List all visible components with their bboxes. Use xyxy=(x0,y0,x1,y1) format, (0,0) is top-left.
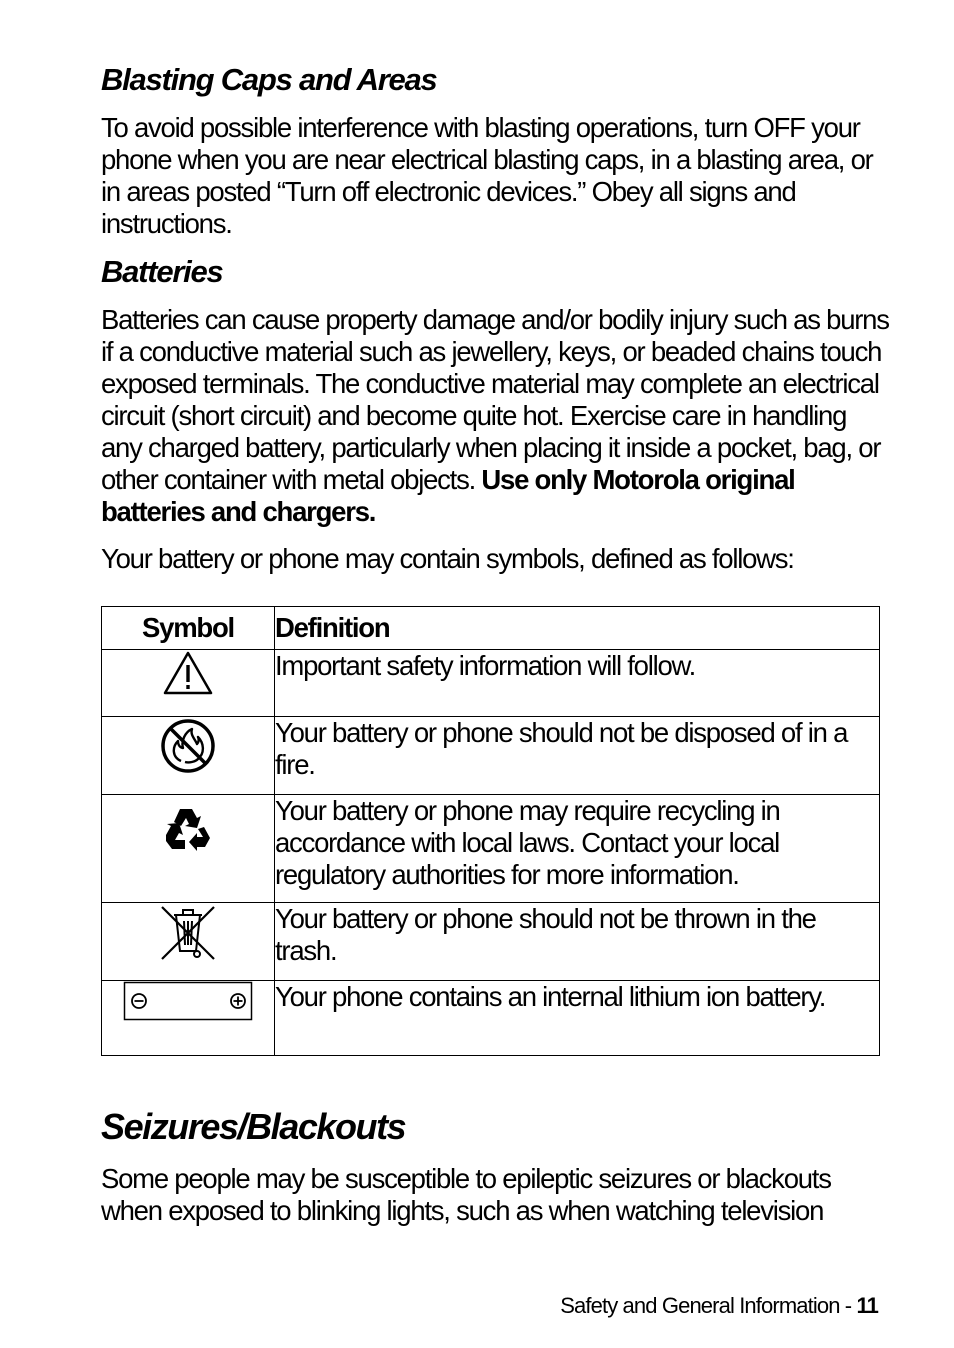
footer-separator: - xyxy=(839,1293,857,1318)
heading-batteries: Batteries xyxy=(101,254,223,289)
definition-cell: Your phone contains an internal lithium ion battery. xyxy=(275,981,880,1056)
table-row xyxy=(102,717,880,795)
warning-triangle-icon xyxy=(162,650,214,696)
header-definition: Definition xyxy=(275,607,880,650)
crossed-out-bin-icon xyxy=(157,903,219,963)
heading-blasting: Blasting Caps and Areas xyxy=(101,62,437,97)
paragraph-batteries xyxy=(101,304,891,528)
table-row xyxy=(102,903,880,981)
heading-seizures: Seizures/Blackouts xyxy=(101,1106,406,1147)
batteries-body: Batteries can cause property damage and/or bodily injury such as burns if a conductive material such as jewellery, keys, or beaded chains touch exposed terminals. The conductive material may complete an electrical circuit (short circuit) and become quite hot. Exercise care in handling any charged battery, particularly when placing it inside a pocket, bag, or other container with metal objects. xyxy=(101,304,889,495)
footer-section-title: Safety and General Information xyxy=(560,1293,840,1318)
symbol-cell xyxy=(102,717,275,795)
table-header-row xyxy=(102,607,880,650)
page-number: 11 xyxy=(856,1293,878,1318)
recycle-icon xyxy=(161,805,215,857)
definition-cell: Your battery or phone should not be disposed of in a fire. xyxy=(275,717,880,795)
header-symbol: Symbol xyxy=(102,607,275,650)
batteries-warning: Use only Motorola original batteries and chargers. xyxy=(101,464,795,527)
symbol-cell xyxy=(102,650,275,717)
symbol-cell xyxy=(102,981,275,1056)
symbols-intro: Your battery or phone may contain symbols, defined as follows: xyxy=(101,543,794,574)
symbol-table xyxy=(101,606,880,1056)
symbol-cell xyxy=(102,903,275,981)
table-row xyxy=(102,795,880,903)
definition-cell: Important safety information will follow. xyxy=(275,650,880,717)
symbol-cell xyxy=(102,795,275,903)
definition-cell: Your battery or phone should not be thrown in the trash. xyxy=(275,903,880,981)
table-row xyxy=(102,981,880,1056)
paragraph-seizures: Some people may be susceptible to epileptic seizures or blackouts when exposed to blinking lights, such as when watching television xyxy=(101,1163,831,1226)
paragraph-blasting: To avoid possible interference with blasting operations, turn OFF your phone when you are near electrical blasting caps, in a blasting area, or in areas posted “Turn off electronic devices.” Obey all signs and instructions. xyxy=(101,112,873,239)
page-footer xyxy=(560,1292,878,1320)
lithium-battery-icon xyxy=(123,981,253,1021)
definition-cell: Your battery or phone may require recycling in accordance with local laws. Contact your local regulatory authorities for more information. xyxy=(275,795,880,903)
no-fire-icon xyxy=(159,717,217,775)
table-row xyxy=(102,650,880,717)
